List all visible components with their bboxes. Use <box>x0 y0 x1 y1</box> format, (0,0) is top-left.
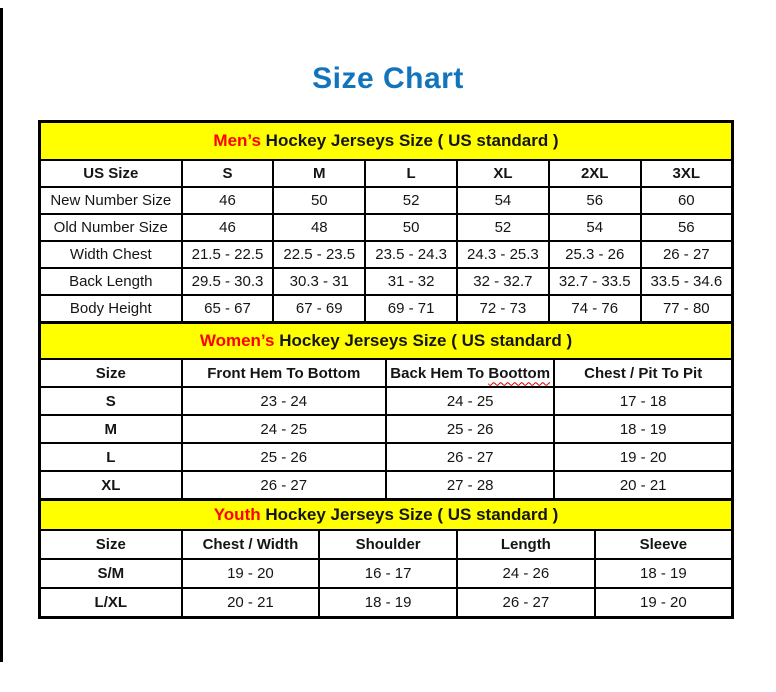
header-text: Back Hem To <box>390 364 489 382</box>
column-header: XL <box>457 160 549 187</box>
column-header: Chest / Pit To Pit <box>554 359 732 387</box>
table-cell: 52 <box>365 187 457 214</box>
table-row <box>40 415 733 443</box>
table-cell: 21.5 - 22.5 <box>182 241 274 268</box>
banner-text: Hockey Jerseys Size ( US standard ) <box>260 131 559 150</box>
banner-highlight: Youth <box>213 505 261 524</box>
column-header <box>386 359 554 387</box>
column-header: 2XL <box>549 160 641 187</box>
misspelled-word: Boottom <box>488 364 551 382</box>
column-header: 3XL <box>641 160 733 187</box>
column-header: Length <box>457 530 595 559</box>
table-cell: 52 <box>457 214 549 241</box>
table-cell: 56 <box>549 187 641 214</box>
mens-banner-row <box>40 122 733 161</box>
size-tables <box>38 120 734 619</box>
table-cell: 17 - 18 <box>554 387 732 415</box>
table-row <box>40 295 733 323</box>
banner-highlight: Women’s <box>199 331 275 350</box>
table-cell: 20 - 21 <box>554 471 732 500</box>
mens-banner <box>40 122 733 161</box>
row-label: L <box>40 443 182 471</box>
row-label: S/M <box>40 559 182 588</box>
table-cell: 19 - 20 <box>554 443 732 471</box>
column-header: US Size <box>40 160 182 187</box>
table-cell: 56 <box>641 214 733 241</box>
table-cell: 48 <box>273 214 365 241</box>
table-cell: 54 <box>457 187 549 214</box>
row-label: Back Length <box>40 268 182 295</box>
row-label: M <box>40 415 182 443</box>
column-header: L <box>365 160 457 187</box>
column-header: Front Hem To Bottom <box>182 359 386 387</box>
column-header: Sleeve <box>595 530 733 559</box>
table-cell: 18 - 19 <box>319 588 457 618</box>
row-label: S <box>40 387 182 415</box>
womens-banner-row <box>40 323 733 360</box>
table-cell: 26 - 27 <box>182 471 386 500</box>
row-label: New Number Size <box>40 187 182 214</box>
table-cell: 72 - 73 <box>457 295 549 323</box>
table-cell: 27 - 28 <box>386 471 554 500</box>
womens-size-table <box>38 321 734 501</box>
table-cell: 26 - 27 <box>457 588 595 618</box>
table-cell: 32 - 32.7 <box>457 268 549 295</box>
column-header: S <box>182 160 274 187</box>
table-row <box>40 214 733 241</box>
table-cell: 18 - 19 <box>595 559 733 588</box>
table-cell: 50 <box>273 187 365 214</box>
left-edge-line <box>0 8 3 662</box>
table-cell: 50 <box>365 214 457 241</box>
table-cell: 25 - 26 <box>182 443 386 471</box>
table-cell: 54 <box>549 214 641 241</box>
table-cell: 33.5 - 34.6 <box>641 268 733 295</box>
row-label: Old Number Size <box>40 214 182 241</box>
table-cell: 22.5 - 23.5 <box>273 241 365 268</box>
table-cell: 46 <box>182 214 274 241</box>
table-cell: 19 - 20 <box>182 559 320 588</box>
table-cell: 26 - 27 <box>641 241 733 268</box>
banner-highlight: Men’s <box>213 131 261 150</box>
table-cell: 29.5 - 30.3 <box>182 268 274 295</box>
table-cell: 46 <box>182 187 274 214</box>
table-row <box>40 268 733 295</box>
youth-size-table <box>38 498 734 619</box>
table-row <box>40 471 733 500</box>
table-cell: 30.3 - 31 <box>273 268 365 295</box>
banner-text: Hockey Jerseys Size ( US standard ) <box>260 505 559 524</box>
mens-header-row <box>40 160 733 187</box>
youth-banner-row <box>40 500 733 531</box>
womens-header-row <box>40 359 733 387</box>
table-cell: 74 - 76 <box>549 295 641 323</box>
womens-banner <box>40 323 733 360</box>
table-row <box>40 387 733 415</box>
table-cell: 24 - 25 <box>182 415 386 443</box>
row-label: Width Chest <box>40 241 182 268</box>
table-cell: 69 - 71 <box>365 295 457 323</box>
mens-size-table <box>38 120 734 324</box>
table-cell: 25.3 - 26 <box>549 241 641 268</box>
table-cell: 24.3 - 25.3 <box>457 241 549 268</box>
table-row <box>40 241 733 268</box>
column-header: Size <box>40 530 182 559</box>
table-row <box>40 187 733 214</box>
table-cell: 25 - 26 <box>386 415 554 443</box>
table-row <box>40 443 733 471</box>
column-header: Chest / Width <box>182 530 320 559</box>
column-header: M <box>273 160 365 187</box>
row-label: XL <box>40 471 182 500</box>
table-cell: 65 - 67 <box>182 295 274 323</box>
table-row <box>40 559 733 588</box>
table-cell: 67 - 69 <box>273 295 365 323</box>
table-cell: 23.5 - 24.3 <box>365 241 457 268</box>
youth-header-row <box>40 530 733 559</box>
table-cell: 60 <box>641 187 733 214</box>
table-cell: 24 - 26 <box>457 559 595 588</box>
table-cell: 19 - 20 <box>595 588 733 618</box>
row-label: Body Height <box>40 295 182 323</box>
table-cell: 24 - 25 <box>386 387 554 415</box>
youth-banner <box>40 500 733 531</box>
table-cell: 26 - 27 <box>386 443 554 471</box>
page-title: Size Chart <box>312 62 464 95</box>
table-cell: 23 - 24 <box>182 387 386 415</box>
column-header: Size <box>40 359 182 387</box>
table-cell: 16 - 17 <box>319 559 457 588</box>
table-cell: 20 - 21 <box>182 588 320 618</box>
table-cell: 31 - 32 <box>365 268 457 295</box>
table-cell: 32.7 - 33.5 <box>549 268 641 295</box>
row-label: L/XL <box>40 588 182 618</box>
banner-text: Hockey Jerseys Size ( US standard ) <box>274 331 573 350</box>
column-header: Shoulder <box>319 530 457 559</box>
table-cell: 18 - 19 <box>554 415 732 443</box>
table-cell: 77 - 80 <box>641 295 733 323</box>
table-row <box>40 588 733 618</box>
